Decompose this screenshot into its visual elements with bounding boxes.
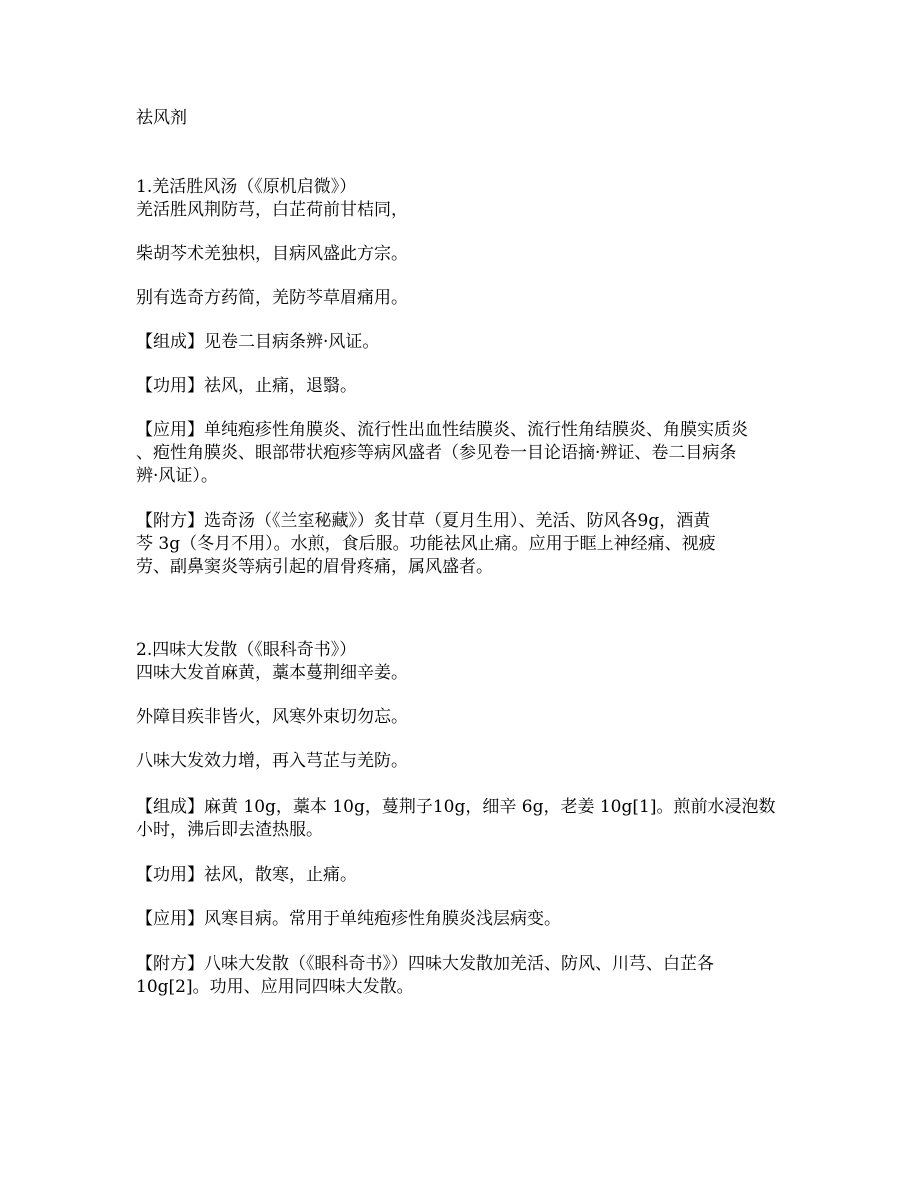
document-title: 祛风剂 xyxy=(136,108,187,128)
section-2-function: 【功用】祛风，散寒，止痛。 xyxy=(136,865,357,885)
section-2-verse-1: 四味大发首麻黄，藁本蔓荆细辛姜。 xyxy=(136,663,408,683)
section-1-heading: 1.羌活胜风汤（《原机启微》） xyxy=(136,177,357,197)
section-2-heading: 2.四味大发散（《眼科奇书》） xyxy=(136,640,357,660)
section-1-function: 【功用】祛风，止痛，退翳。 xyxy=(136,376,357,396)
section-2-appendix-line-1: 【附方】八味大发散（《眼科奇书》）四味大发散加羌活、防风、川芎、白芷各 xyxy=(136,954,714,974)
section-1-application-line-3: 辨·风证）。 xyxy=(136,466,218,486)
section-2-composition-line-1: 【组成】麻黄 10g，藁本 10g，蔓荆子10g，细辛 6g，老姜 10g[1]。煎前水浸泡数 xyxy=(136,797,776,817)
section-1-application-line-1: 【应用】单纯疱疹性角膜炎、流行性出血性结膜炎、流行性角结膜炎、角膜实质炎 xyxy=(136,420,748,440)
section-2-appendix-line-2: 10g[2]。功用、应用同四味大发散。 xyxy=(136,977,414,997)
section-2-composition-line-2: 小时，沸后即去渣热服。 xyxy=(136,820,323,840)
section-1-verse-3: 别有选奇方药简，羌防芩草眉痛用。 xyxy=(136,288,408,308)
section-2-application: 【应用】风寒目病。常用于单纯疱疹性角膜炎浅层病变。 xyxy=(136,909,561,929)
section-2-verse-2: 外障目疾非皆火，风寒外束切勿忘。 xyxy=(136,707,408,727)
section-1-appendix-line-1: 【附方】选奇汤（《兰室秘藏》）炙甘草（夏月生用）、羌活、防风各9g，酒黄 xyxy=(136,511,711,531)
section-1-application-line-2: 、疱性角膜炎、眼部带状疱疹等病风盛者（参见卷一目论语摘·辨证、卷二目病条 xyxy=(136,443,737,463)
section-1-appendix-line-3: 劳、副鼻窦炎等病引起的眉骨疼痛，属风盛者。 xyxy=(136,557,493,577)
section-1-appendix-line-2: 芩 3g（冬月不用）。水煎，食后服。功能祛风止痛。应用于眶上神经痛、视疲 xyxy=(136,534,716,554)
section-1-verse-1: 羌活胜风荆防芎，白芷荷前甘桔同， xyxy=(136,200,408,220)
section-1-composition: 【组成】见卷二目病条辨·风证。 xyxy=(136,332,380,352)
section-1-verse-2: 柴胡芩术羌独枳，目病风盛此方宗。 xyxy=(136,244,408,264)
section-2-verse-3: 八味大发效力增，再入芎芷与羌防。 xyxy=(136,751,408,771)
